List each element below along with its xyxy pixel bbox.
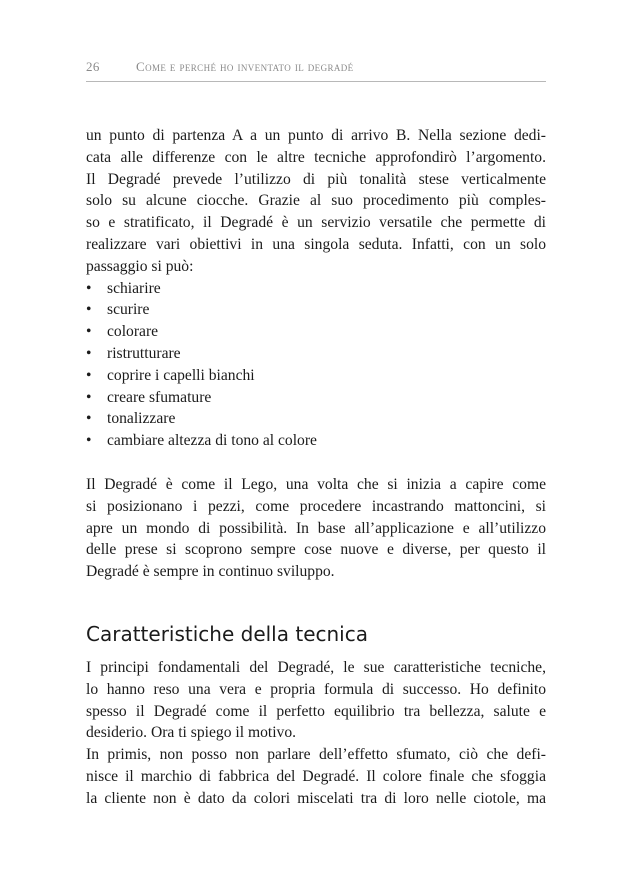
list-item: • cambiare altezza di tono al colore [86, 430, 546, 452]
text-line: un punto di partenza A a un punto di arrivo B. Nella sezione dedi- [86, 127, 546, 144]
list-item: • tonalizzare [86, 408, 546, 430]
text-line: nisce il marchio di fabbrica del Degradé. Il colore finale che sfoggia [86, 767, 546, 785]
header-rule [86, 81, 546, 82]
list-item: • creare sfumature [86, 387, 546, 409]
list-item: • coprire i capelli bianchi [86, 365, 546, 387]
text-line: Degradé è sempre in continuo sviluppo. [86, 563, 335, 581]
paragraph-gap [86, 452, 546, 474]
text-line: so e stratificato, il Degradé è un servizio versatile che permette di [86, 214, 546, 232]
list-item: • scurire [86, 299, 546, 321]
service-list [86, 278, 546, 452]
text-line: apre un mondo di possibilità. In base all’applicazione e all’utilizzo [86, 519, 546, 537]
text-line: lo hanno reso una vera e propria formula di successo. Ho definito [86, 680, 546, 698]
text-line: solo su alcune ciocche. Grazie al suo procedimento più comples- [86, 192, 546, 210]
section-paragraph [86, 657, 546, 810]
section-heading: Caratteristiche della tecnica [86, 621, 368, 646]
intro-paragraph [86, 125, 546, 278]
list-item: • ristrutturare [86, 343, 546, 365]
text-line: Il Degradé prevede l’utilizzo di più tonalità stese verticalmente [86, 170, 546, 188]
list-item: • schiarire [86, 278, 546, 300]
lego-paragraph [86, 474, 546, 583]
text-line: spesso il Degradé come il perfetto equilibrio tra bellezza, salute e [86, 702, 546, 720]
page-body [86, 125, 546, 810]
text-line: delle prese si scoprono sempre cose nuove e diverse, per questo il [86, 541, 546, 559]
text-line: realizzare vari obiettivi in una singola seduta. Infatti, con un solo [86, 235, 546, 253]
page-number: 26 [86, 59, 100, 74]
text-line: si posizionano i pezzi, come procedere incastrando mattoncini, si [86, 497, 546, 515]
text-line: la cliente non è dato da colori miscelati tra di loro nelle ciotole, ma [86, 789, 546, 807]
text-line: In primis, non posso non parlare dell’effetto sfumato, ciò che defi- [86, 746, 546, 764]
text-line: desiderio. Ora ti spiego il motivo. [86, 724, 297, 742]
list-item: • colorare [86, 321, 546, 343]
running-header [86, 59, 546, 75]
text-line: Il Degradé è come il Lego, una volta che si inizia a capire come [86, 475, 546, 493]
text-line: cata alle differenze con le altre tecniche approfondirò l’argomento. [86, 148, 546, 166]
chapter-title: Come e perché ho inventato il degradé [136, 59, 354, 74]
text-line: passaggio si può: [86, 257, 194, 275]
text-line: I principi fondamentali del Degradé, le sue caratteristiche tecniche, [86, 658, 546, 676]
